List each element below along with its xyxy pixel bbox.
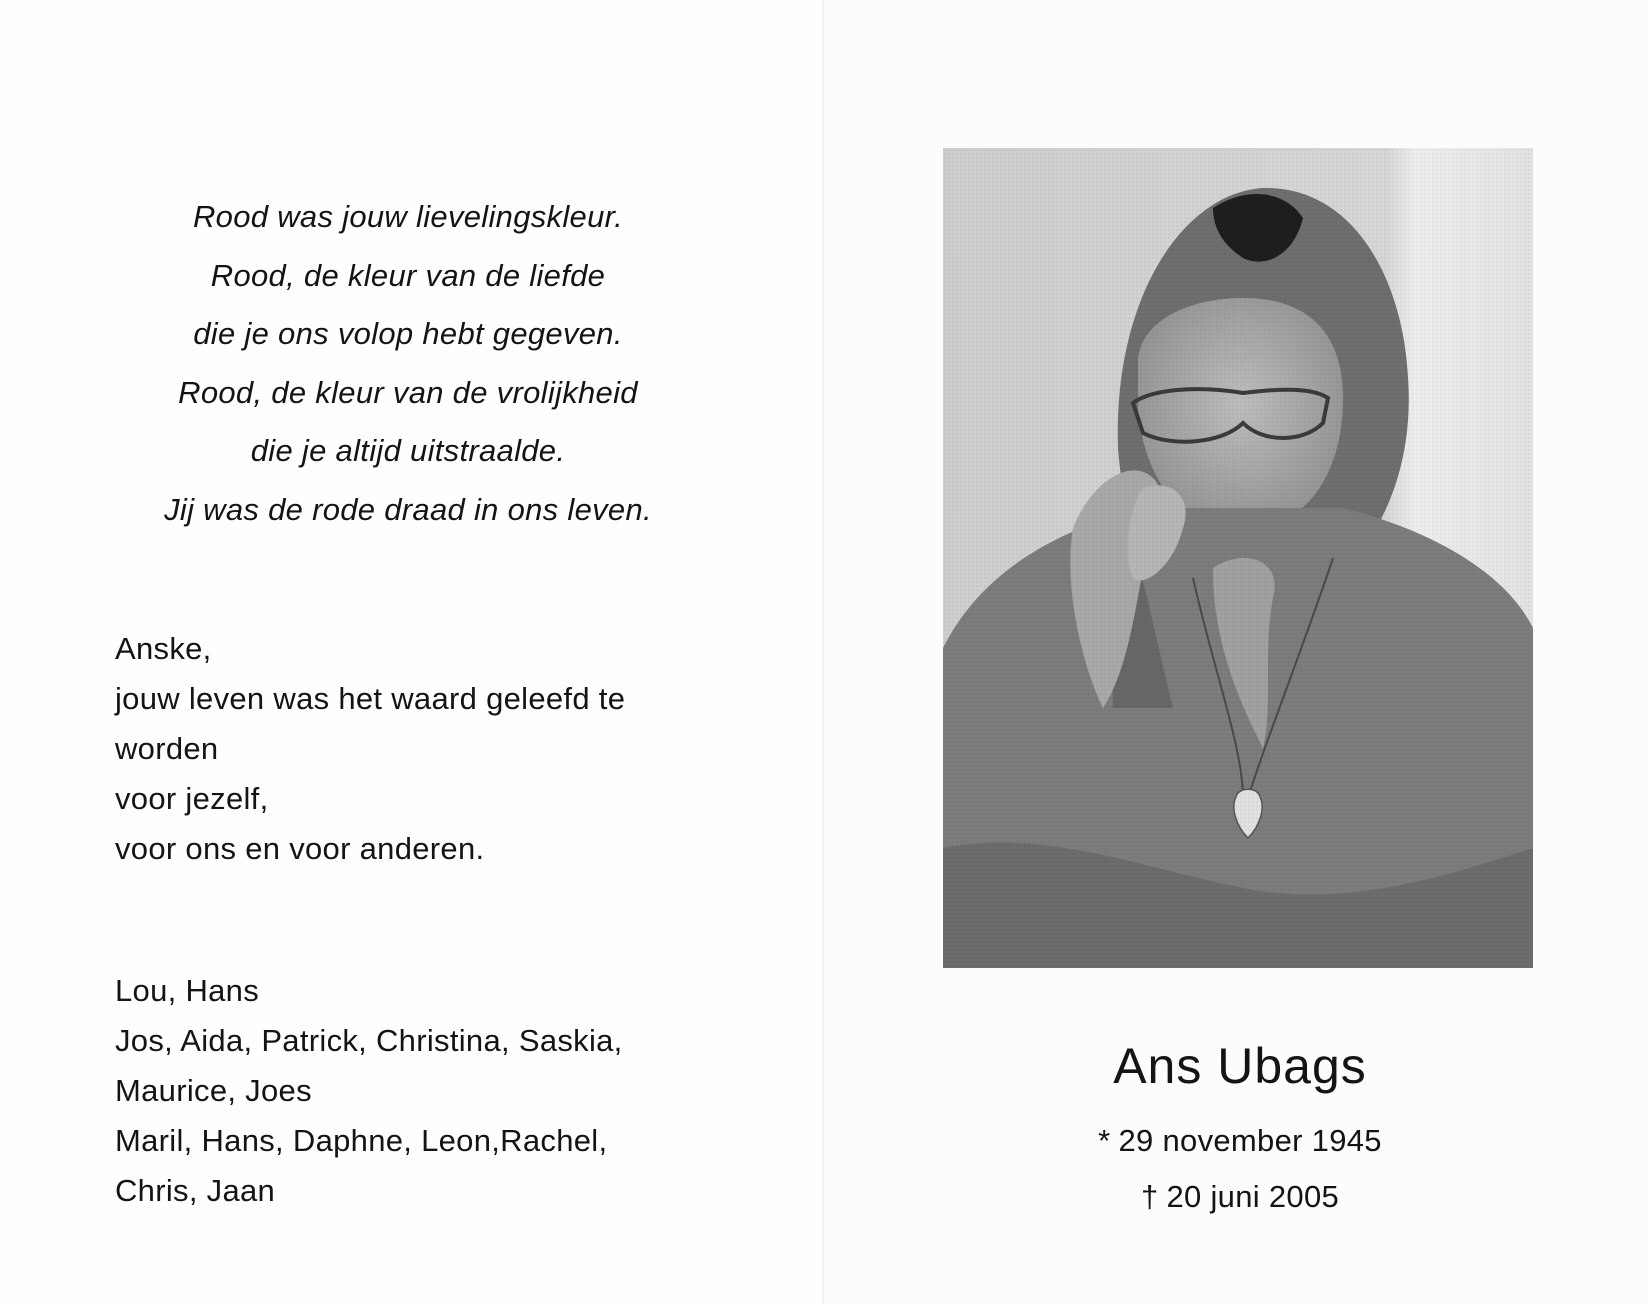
poem xyxy=(118,188,698,539)
message-line: voor jezelf, xyxy=(115,781,269,816)
message-line: Anske, xyxy=(115,631,212,666)
poem-line: Rood, de kleur van de liefde xyxy=(210,257,606,293)
death-cross: † xyxy=(1140,1179,1159,1214)
poem-line: Rood was jouw lievelingskleur. xyxy=(193,199,623,234)
family-line: Maurice, Joes xyxy=(115,1073,312,1108)
family-line: Lou, Hans xyxy=(115,973,260,1008)
family-names xyxy=(115,966,735,1216)
left-panel xyxy=(0,0,823,1304)
message-line: jouw leven was het waard geleefd te xyxy=(115,681,626,716)
message-line: worden xyxy=(115,731,219,766)
death-date: 20 juni 2005 xyxy=(1166,1179,1340,1214)
deceased-name: Ans Ubags xyxy=(1113,1038,1367,1094)
family-line: Jos, Aida, Patrick, Christina, Saskia, xyxy=(115,1023,623,1058)
personal-message xyxy=(115,624,715,874)
portrait-photo xyxy=(943,148,1533,968)
poem-line: die je altijd uitstraalde. xyxy=(250,433,566,468)
poem-line: Jij was de rode draad in ons leven. xyxy=(164,491,652,527)
birth-line xyxy=(1000,1121,1480,1161)
birth-marker: * xyxy=(1098,1123,1111,1158)
family-line: Maril, Hans, Daphne, Leon,Rachel, xyxy=(115,1123,608,1158)
poem-line: die je ons volop hebt gegeven. xyxy=(193,316,623,351)
message-line: voor ons en voor anderen. xyxy=(115,831,485,866)
poem-line: Rood, de kleur van de vrolijkheid xyxy=(178,374,638,410)
death-line xyxy=(1000,1177,1480,1217)
birth-date: 29 november 1945 xyxy=(1118,1123,1382,1158)
family-line: Chris, Jaan xyxy=(115,1173,276,1208)
